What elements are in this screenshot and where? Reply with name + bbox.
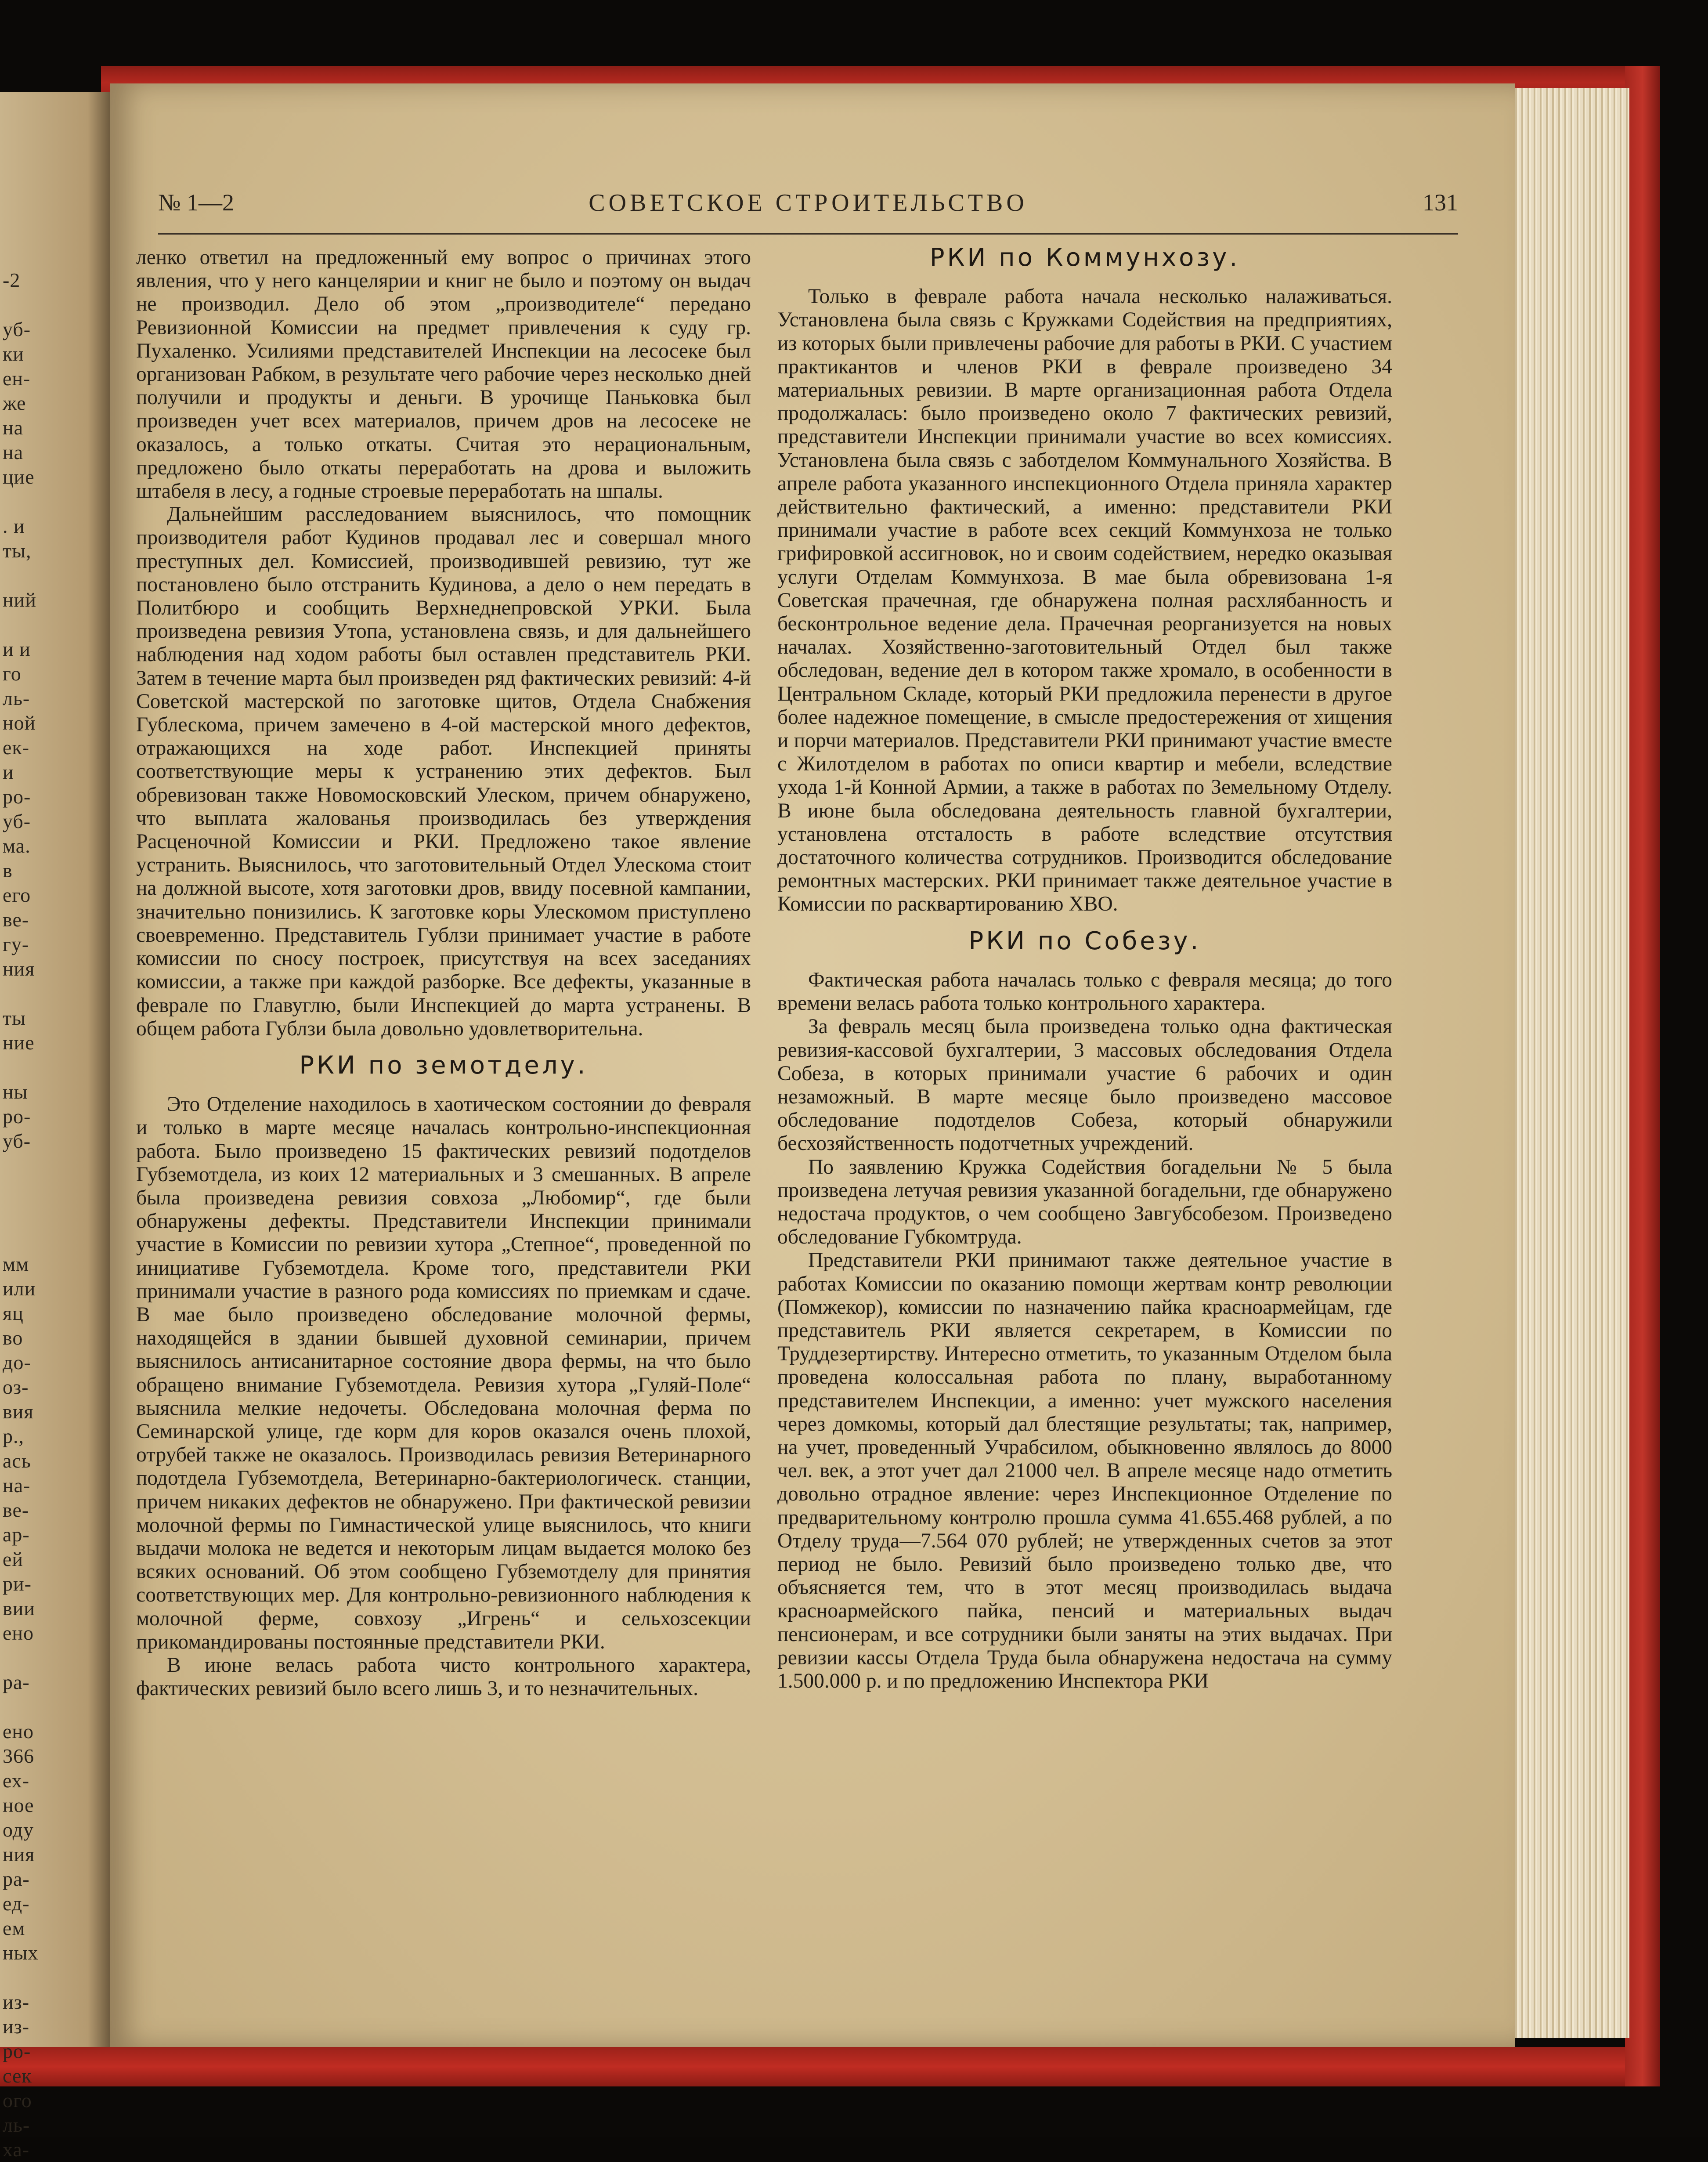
book-cover-right-edge — [1625, 66, 1660, 2086]
running-header — [158, 184, 1458, 235]
section-heading-kommunkhoz: РКИ по Коммунхозу. — [929, 243, 1240, 272]
page-number: 131 — [1423, 189, 1458, 216]
section-heading-sobez: РКИ по Собезу. — [968, 926, 1201, 955]
paragraph: Представители РКИ принимают также деятельное участие в работах Комиссии по оказанию помощи жертвам контр революции (Помжекор), комиссии по назначению пайка красноармейцам, где представитель РКИ является секретарем, в Комиссии по Труддезертирству. Интересно отметить, то указанным Отделом была проведена колоссальная работа по плану, выработанному представителем Инспекции, а именно: учет мужского населения через домкомы, который дал блестящие результаты; так, например, на учет, проведенный Учрабсилом, обыкновенно являлось до 8000 чел. век, а этот учет дал 21000 чел. В апреле месяце надо отметить довольно отрадное явление: через Инспекционное Отделение по предварительному контролю прошла сумма 41.655.468 рублей, а по Отделу труда—7.564 070 рублей; не утвержденных счетов за этот период не было. Ревизий было произведено только две, что объясняется тем, что в этот месяц производилась выдача красноармейского пайка, пенсий и материальных выдач пенсионерам, и все сотрудники были заняты на этих выдачах. При ревизии кассы Отдела Труда была обнаружена недостача на сумму 1.500.000 р. и по предложению Инспектора РКИ — [777, 1249, 1392, 1692]
paragraph: ленко ответил на предложенный ему вопрос о причинах этого явления, что у него канцелярии и книг не было и поэтому он выдач не производил. Дело об этом „производителе“ передано Ревизионной Комиссии на предмет привлечения к суду гр. Пухаленко. Усилиями представителей Инспекции на лесосеке был организован Рабком, в результате чего рабочие через несколько дней получили и продукты и деньги. В урочище Паньковка был произведен учет всех материалов, причем дров на лесосеке не оказалось, а только откаты. Считая это нерациональным, предложено было откаты переработать на дрова и выложить штабеля в лесу, а годные строевые переработать на шпалы. — [136, 246, 751, 503]
issue-number: № 1—2 — [158, 189, 235, 216]
section-heading-zemotdel: РКИ по земотделу. — [299, 1051, 588, 1080]
journal-title: СОВЕТСКОЕ СТРОИТЕЛЬСТВО — [589, 189, 1028, 217]
paragraph: По заявлению Кружка Содействия богадельни № 5 была произведена летучая ревизия указанной богадельни, где обнаружено недостача продуктов, о чем сообщено Завгубсобезом. Произведено обследование Губкомтруда. — [777, 1155, 1392, 1249]
left-column — [136, 246, 751, 1700]
paragraph: В июне велась работа чисто контрольного характера, фактических ревизий было всего лишь 3, и то незначительных. — [136, 1653, 751, 1700]
previous-page-edge — [0, 92, 110, 2161]
paragraph: Дальнейшим расследованием выяснилось, что помощник производителя работ Кудинов продавал лес и совершал много преступных дел. Комиссией, производившей ревизию, тут же постановлено было отстранить Кудинова, а дело о нем передать в Политбюро и сообщить Верхнеднепровской УРКИ. Была произведена ревизия Утопа, установлена связь, и для дальнейшего наблюдения над ходом работы был оставлен представитель РКИ. Затем в течение марта был произведен ряд фактических ревизий: 4-й Советской мастерской по заготовке щитов, Отдела Снабжения Гублескома, причем замечено в 4-ой мастерской много дефектов, отражающихся на ходе работ. Инспекцией приняты соответствующие меры к устранению этих дефектов. Был обревизован также Новомосковский Улеском, причем обнаружено, что выплата жалованья производилась без утверждения Расценочной Комиссии и РКИ. Предложено такое явление устранить. Выяснилось, что заготовительный Отдел Улескома стоит на должной высоте, хотя заготовки дров, ввиду посевной кампании, значительно понизились. К заготовке коры Улескомом приступлено своевременно. Представитель Гублзи принимает участие в работе комиссии по сносу построек, присутствуя на всех заседаниях комиссии, а также при каждой разборке. Все дефекты, указанные в феврале по Главуглю, были Инспекцией до марта устранены. В общем работа Гублзи была довольно удовлетворительна. — [136, 503, 751, 1040]
paragraph: Фактическая работа началась только с февраля месяца; до того времени велась работа только контрольного характера. — [777, 968, 1392, 1015]
journal-page — [110, 83, 1515, 2047]
paragraph: Это Отделение находилось в хаотическом состоянии до февраля и только в марте месяце началась контрольно-инспекционная работа. Было произведено 15 фактических ревизий подотделов Губземотдела, из коих 12 материальных и 3 смешанных. В апреле была произведена ревизия совхоза „Любомир“, где были обнаружены дефекты. Представители Инспекции принимали участие в Комиссии по ревизии хутора „Степное“, проведенной по инициативе Губземотдела. Кроме того, представители РКИ принимали участие в разного рода комиссиях по приемкам и сдаче. В мае было произведено обследование молочной фермы, находящейся в здании бывшей духовной семинарии, причем выяснилось антисанитарное состояние двора фермы, на что было обращено внимание Губземотдела. Ревизия хутора „Гуляй-Поле“ выяснила мелкие недочеты. Обследована молочная ферма по Семинарской улице, где корм для коров оказался очень плохой, отрубей также не оказалось. Производилась ревизия Ветеринарного подотдела Губземотдела, Ветеринарно-бактериологическ. станции, причем никаких дефектов не обнаружено. При фактической ревизии молочной фермы по Гимнастической улице выяснилось, что книги выдачи молока не ведется и некоторым лицам выдается молоко без всяких оснований. Об этом сообщено Губземотделу для принятия соответствующих мер. Для контрольно-ревизионного наблюдения к молочной ферме, совхозу „Игрень“ и сельхозсекции прикомандированы постоянные представители РКИ. — [136, 1093, 751, 1653]
paragraph: Только в феврале работа начала несколько налаживаться. Установлена была связь с Кружками Содействия на предприятиях, из которых были привлечены рабочие для работы в РКИ. С участием практикантов и членов РКИ в феврале произведено 34 материальных ревизии. В марте организационная работа Отдела продолжалась: было произведено около 7 фактических ревизий, представители Инспекции принимали участие во всех комиссиях. Установлена была связь с заботделом Коммунального Хозяйства. В апреле работа указанного инспекционного Отдела приняла характер действительно фактический, а именно: представители РКИ принимали участие в работе всех секций Коммунхоза не только грифировкой ассигновок, но и своим содействием, нередко оказывая услуги Отделам Коммунхоза. В мае была обревизована 1-я Советская прачечная, где обнаружена полная расхлябанность и бесконтрольное ведение дела. Прачечная реорганизуется на новых началах. Хозяйственно-заготовительный Отдел был также обследован, ведение дел в котором также хромало, в особенности в Центральном Складе, который РКИ предложила перенести в другое более надежное помещение, в смысле предостережения от хищения и порчи материалов. Представители РКИ принимают участие вместе с Жилотделом в работах по описи квартир и мебели, вследствие ухода 1-й Конной Армии, а также в работах по Земельному Отделу. В июне была обследована деятельность главной бухгалтерии, установлена отсталость в работе вследствие отсутствия достаточного количества сотрудников. Производится обследование ремонтных мастерских. РКИ принимает также деятельное участие в Комиссии по расквартированию ХВО. — [777, 285, 1392, 916]
right-column — [777, 243, 1392, 1693]
page-edges-stack — [1506, 88, 1629, 2038]
book-cover-bottom-edge — [0, 2047, 1625, 2086]
paragraph: За февраль месяц была произведена только одна фактическая ревизия-кассовой бухгалтерии, 3 массовых обследования Отдела Собеза, в которых принимали участие 6 рабочих и один незаможный. В марте месяце было произведено массовое обследование подотделов Собеза, который обнаружили бесхозяйственность подотчетных учреждений. — [777, 1015, 1392, 1155]
previous-page-text-fragments: -2 уб- ки ен- же на на цие . и ты, ний и и го ль- ной ек- и ро- уб- ма. в его ве- гу- ния ты ние ны ро- уб- мм или яц во до- оз- вия р., ась на- ве- ар- ей ри- вии ено ра- ено 366 ех- ное оду ния ра- ед- ем ных из- из- ро- сек ого ль- ха- — [3, 269, 39, 2161]
